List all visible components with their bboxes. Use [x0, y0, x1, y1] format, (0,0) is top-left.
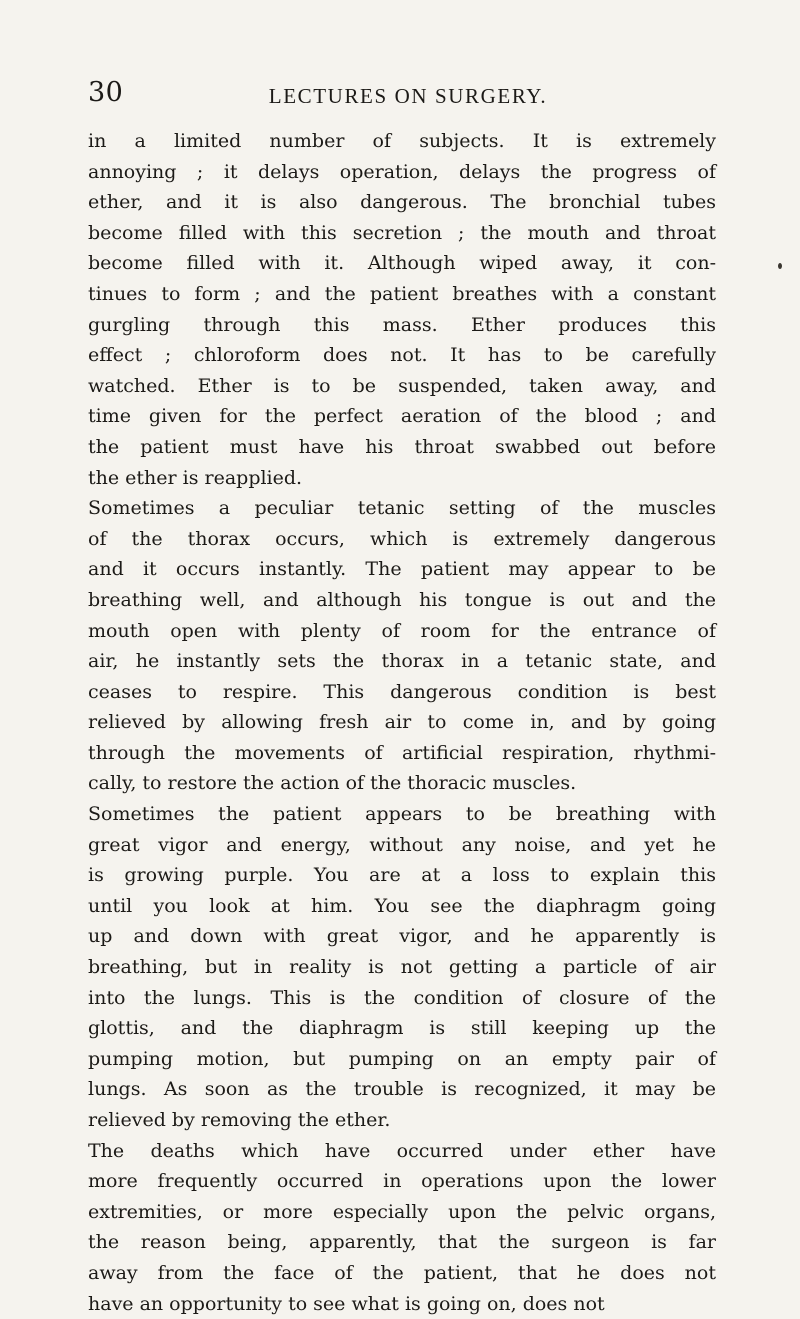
- running-title: LECTURES ON SURGERY.: [268, 84, 548, 108]
- paragraph: [88, 126, 716, 493]
- text-line: up and down with great vigor, and he apparently is: [88, 925, 716, 948]
- page-number: 30: [88, 77, 124, 108]
- text-line: time given for the perfect aeration of the blood ; and: [88, 405, 716, 428]
- text-line: pumping motion, but pumping on an empty pair of: [88, 1047, 716, 1070]
- text-line: the ether is reapplied.: [88, 466, 303, 489]
- text-line: great vigor and energy, without any noise, and yet he: [88, 833, 716, 856]
- text-line: breathing well, and although his tongue is out and the: [88, 588, 716, 611]
- text-line: until you look at him. You see the diaphragm going: [88, 894, 716, 917]
- margin-speck: [778, 263, 782, 269]
- text-line: watched. Ether is to be suspended, taken away, and: [88, 374, 716, 397]
- body-text: [88, 126, 716, 1319]
- text-line: extremities, or more especially upon the pelvic organs,: [88, 1200, 716, 1223]
- text-line: ether, and it is also dangerous. The bronchial tubes: [88, 191, 716, 214]
- text-line: air, he instantly sets the thorax in a tetanic state, and: [88, 650, 716, 673]
- paragraph: [88, 493, 716, 799]
- text-line: tinues to form ; and the patient breathes with a constant: [88, 282, 716, 305]
- text-line: relieved by allowing fresh air to come in, and by going: [88, 711, 716, 734]
- text-line: more frequently occurred in operations upon the lower: [88, 1170, 716, 1193]
- text-line: lungs. As soon as the trouble is recognized, it may be: [88, 1078, 716, 1101]
- text-line: through the movements of artificial respiration, rhythmi-: [88, 741, 716, 764]
- text-line: of the thorax occurs, which is extremely dangerous: [88, 527, 716, 550]
- text-line: relieved by removing the ether.: [88, 1109, 391, 1131]
- text-line: in a limited number of subjects. It is extremely: [88, 130, 716, 152]
- text-line: breathing, but in reality is not getting a particle of air: [88, 956, 716, 979]
- text-line: become filled with this secretion ; the mouth and throat: [88, 221, 716, 244]
- text-line: the patient must have his throat swabbed out before: [88, 435, 716, 458]
- text-line: into the lungs. This is the condition of closure of the: [88, 986, 716, 1009]
- text-line: Sometimes a peculiar tetanic setting of the muscles: [88, 497, 716, 520]
- text-line: ceases to respire. This dangerous condition is best: [88, 680, 716, 703]
- text-line: have an opportunity to see what is going on, does not: [88, 1292, 605, 1315]
- text-line: the reason being, apparently, that the surgeon is far: [88, 1231, 716, 1254]
- text-line: and it occurs instantly. The patient may appear to be: [88, 558, 716, 581]
- text-line: become filled with it. Although wiped away, it con-: [88, 252, 716, 275]
- text-line: away from the face of the patient, that he does not: [88, 1261, 716, 1284]
- text-line: The deaths which have occurred under ether have: [88, 1139, 716, 1162]
- text-line: mouth open with plenty of room for the entrance of: [88, 619, 716, 642]
- text-line: cally, to restore the action of the thoracic muscles.: [88, 772, 577, 795]
- text-line: annoying ; it delays operation, delays the progress of: [88, 160, 716, 183]
- text-line: gurgling through this mass. Ether produces this: [88, 313, 716, 336]
- running-head: [88, 78, 728, 112]
- paragraph: [88, 1136, 716, 1319]
- text-line: glottis, and the diaphragm is still keeping up the: [88, 1017, 716, 1040]
- text-line: Sometimes the patient appears to be breathing with: [88, 803, 716, 826]
- text-line: is growing purple. You are at a loss to explain this: [88, 864, 716, 887]
- paragraph: [88, 799, 716, 1136]
- text-line: effect ; chloroform does not. It has to be carefully: [88, 344, 716, 367]
